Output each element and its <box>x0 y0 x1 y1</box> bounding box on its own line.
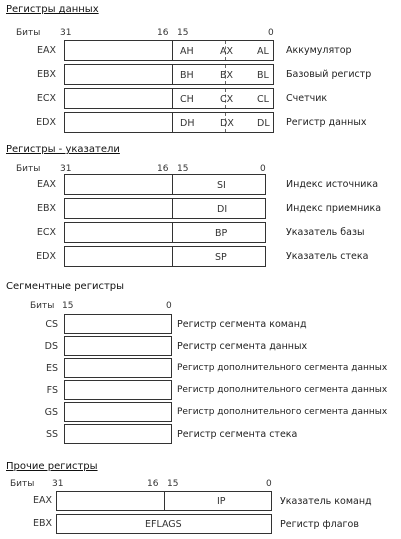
register-description: Регистр дополнительного сегмента данных <box>177 363 388 373</box>
register-box <box>64 246 266 267</box>
low-word-label: BP <box>215 228 228 239</box>
register-box <box>64 88 274 109</box>
low-byte-label: CL <box>257 94 269 105</box>
low-byte-label: BL <box>257 70 269 81</box>
register-box <box>64 314 172 334</box>
register-description: Регистр сегмента команд <box>177 319 307 330</box>
register-name: GS <box>44 407 58 418</box>
bit-31-label: 31 <box>52 479 64 489</box>
register-name: EAX <box>32 495 52 506</box>
low-word-label: IP <box>217 496 226 507</box>
register-box <box>56 514 272 534</box>
low-word-label: DI <box>217 204 228 215</box>
bits-label: Биты <box>16 28 41 38</box>
register-description: Регистр данных <box>286 117 367 128</box>
register-box <box>64 402 172 422</box>
low-byte-label: AL <box>257 46 269 57</box>
split-16 <box>164 492 165 510</box>
register-description: Указатель базы <box>286 227 365 238</box>
bits-label: Биты <box>30 301 55 311</box>
split-16 <box>172 247 173 266</box>
word-label: CX <box>220 94 234 105</box>
register-box <box>64 112 274 133</box>
bit-16-label: 16 <box>147 479 159 489</box>
register-name: CS <box>45 319 58 330</box>
register-name: EDX <box>36 117 56 128</box>
register-description: Регистр дополнительного сегмента данных <box>177 385 388 395</box>
register-name: ECX <box>36 93 56 104</box>
register-name: EBX <box>36 69 56 80</box>
register-description: Индекс источника <box>286 179 379 190</box>
register-box <box>64 174 266 195</box>
full-register-label: EFLAGS <box>145 519 182 530</box>
register-name: SS <box>45 429 58 440</box>
split-16 <box>172 65 173 84</box>
split-16 <box>172 41 173 60</box>
register-box <box>64 380 172 400</box>
bit-0-label: 0 <box>260 164 266 174</box>
bit-0-label: 0 <box>166 301 172 311</box>
register-name: DS <box>44 341 58 352</box>
register-box <box>64 424 172 444</box>
word-label: BX <box>220 70 234 81</box>
high-byte-label: BH <box>180 70 194 81</box>
register-description: Регистр дополнительного сегмента данных <box>177 407 388 417</box>
split-16 <box>172 175 173 194</box>
split-16 <box>172 223 173 242</box>
bit-15-label: 15 <box>62 301 74 311</box>
register-description: Счетчик <box>286 93 328 104</box>
section-title-general: Регистры данных <box>6 4 99 15</box>
register-description: Указатель стека <box>286 251 369 262</box>
register-name: EBX <box>36 203 56 214</box>
bit-16-label: 16 <box>157 28 169 38</box>
high-byte-label: AH <box>180 46 194 57</box>
register-name: EAX <box>36 179 56 190</box>
bit-15-label: 15 <box>167 479 179 489</box>
bit-15-label: 15 <box>177 164 189 174</box>
register-box <box>64 64 274 85</box>
bit-31-label: 31 <box>60 164 72 174</box>
high-byte-label: DH <box>180 118 195 129</box>
bit-31-label: 31 <box>60 28 72 38</box>
bit-16-label: 16 <box>157 164 169 174</box>
split-16 <box>172 89 173 108</box>
register-box <box>64 358 172 378</box>
section-title-segment: Сегментные регистры <box>6 281 125 292</box>
bit-15-label: 15 <box>177 28 189 38</box>
bits-label: Биты <box>16 164 41 174</box>
bit-0-label: 0 <box>268 28 274 38</box>
register-name: FS <box>46 385 58 396</box>
register-description: Регистр сегмента данных <box>177 341 308 352</box>
register-name: EDX <box>36 251 56 262</box>
register-name: ES <box>45 363 58 374</box>
split-16 <box>172 113 173 132</box>
bit-0-label: 0 <box>266 479 272 489</box>
word-label: DX <box>220 118 234 129</box>
register-name: ECX <box>36 227 56 238</box>
low-word-label: SP <box>215 252 227 263</box>
register-description: Индекс приемника <box>286 203 382 214</box>
register-box <box>64 40 274 61</box>
register-box <box>64 336 172 356</box>
bits-label: Биты <box>10 479 35 489</box>
word-label: AX <box>220 46 234 57</box>
register-box <box>64 222 266 243</box>
register-name: EBX <box>32 518 52 529</box>
register-box <box>64 198 266 219</box>
section-title-other: Прочие регистры <box>6 461 98 472</box>
low-word-label: SI <box>217 180 226 191</box>
register-description: Базовый регистр <box>286 69 372 80</box>
register-description: Регистр флагов <box>280 519 359 530</box>
register-box <box>56 491 272 511</box>
register-name: EAX <box>36 45 56 56</box>
register-description: Регистр сегмента стека <box>177 429 298 440</box>
split-16 <box>172 199 173 218</box>
section-title-pointers: Регистры - указатели <box>6 144 120 155</box>
register-description: Указатель команд <box>280 496 372 507</box>
low-byte-label: DL <box>257 118 270 129</box>
high-byte-label: CH <box>180 94 194 105</box>
register-description: Аккумулятор <box>286 45 352 56</box>
